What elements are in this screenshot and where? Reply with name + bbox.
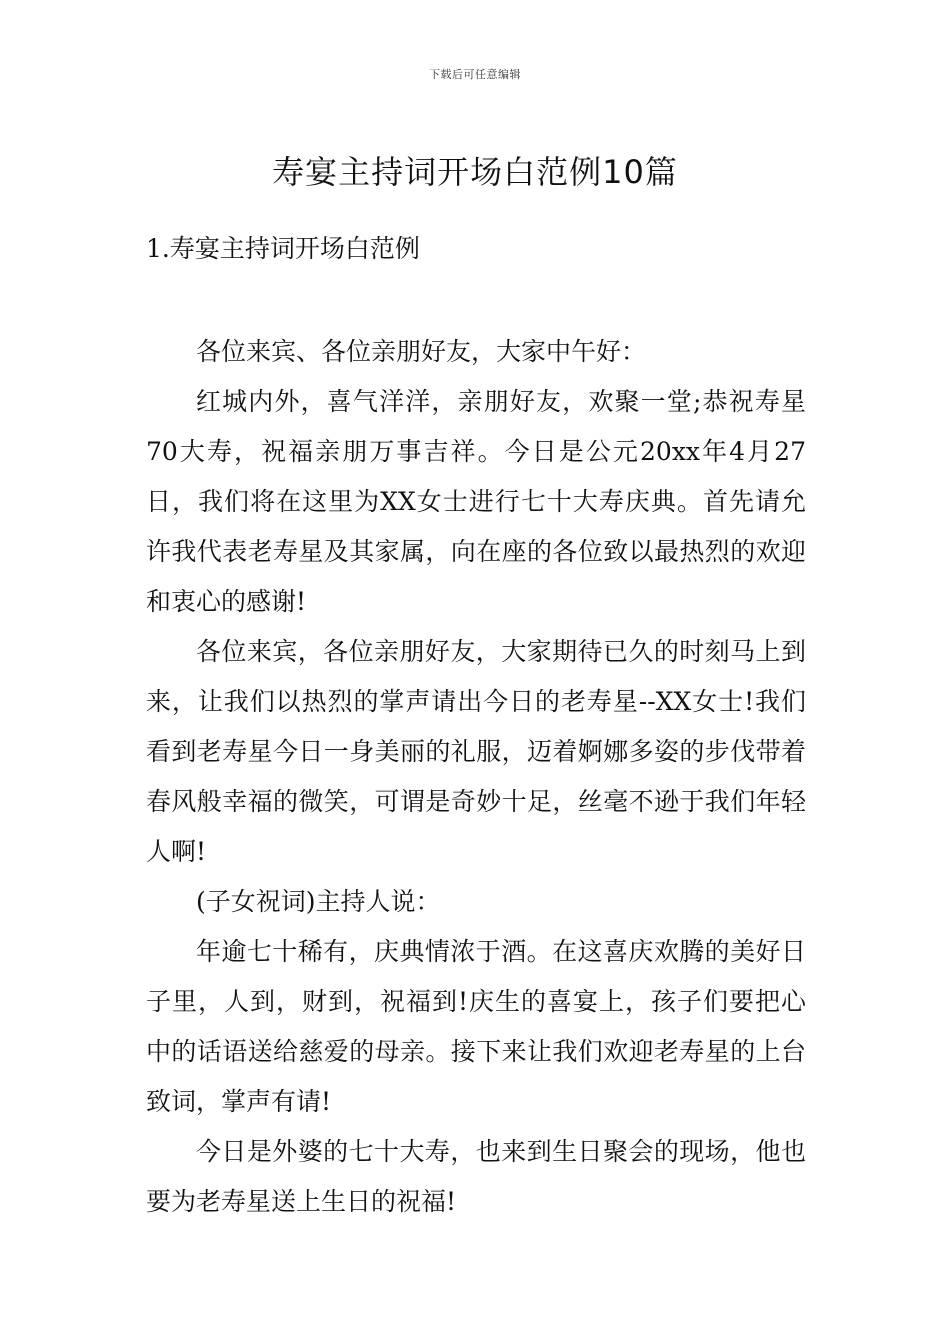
- paragraph: 年逾七十稀有，庆典情浓于酒。在这喜庆欢腾的美好日子里，人到，财到，祝福到!庆生的喜宴上，孩子们要把心中的话语送给慈爱的母亲。接下来让我们欢迎老寿星的上台致词，掌声有请!: [146, 937, 806, 1116]
- header-note: 下载后可任意编辑: [429, 68, 521, 81]
- paragraph: 各位来宾、各位亲朋好友，大家中午好：: [196, 337, 647, 366]
- paragraph: 今日是外婆的七十大寿，也来到生日聚会的现场，他也要为老寿星送上生日的祝福!: [146, 1137, 806, 1216]
- paragraph: 各位来宾，各位亲朋好友，大家期待已久的时刻马上到来，让我们以热烈的掌声请出今日的老寿星--XX女士!我们看到老寿星今日一身美丽的礼服，迈着婀娜多姿的步伐带着春风般幸福的微笑，可谓是奇妙十足，丝毫不逊于我们年轻人啊!: [146, 637, 806, 866]
- paragraph: 红城内外，喜气洋洋，亲朋好友，欢聚一堂;恭祝寿星70大寿，祝福亲朋万事吉祥。今日是公元20xx年4月27日，我们将在这里为XX女士进行七十大寿庆典。首先请允许我代表老寿星及其家属，向在座的各位致以最热烈的欢迎和衷心的感谢!: [146, 387, 806, 616]
- document-title: 寿宴主持词开场白范例10篇: [272, 153, 678, 192]
- document-body: [146, 327, 806, 1227]
- paragraph: (子女祝词)主持人说：: [196, 887, 441, 916]
- section-heading: 1.寿宴主持词开场白范例: [146, 234, 420, 263]
